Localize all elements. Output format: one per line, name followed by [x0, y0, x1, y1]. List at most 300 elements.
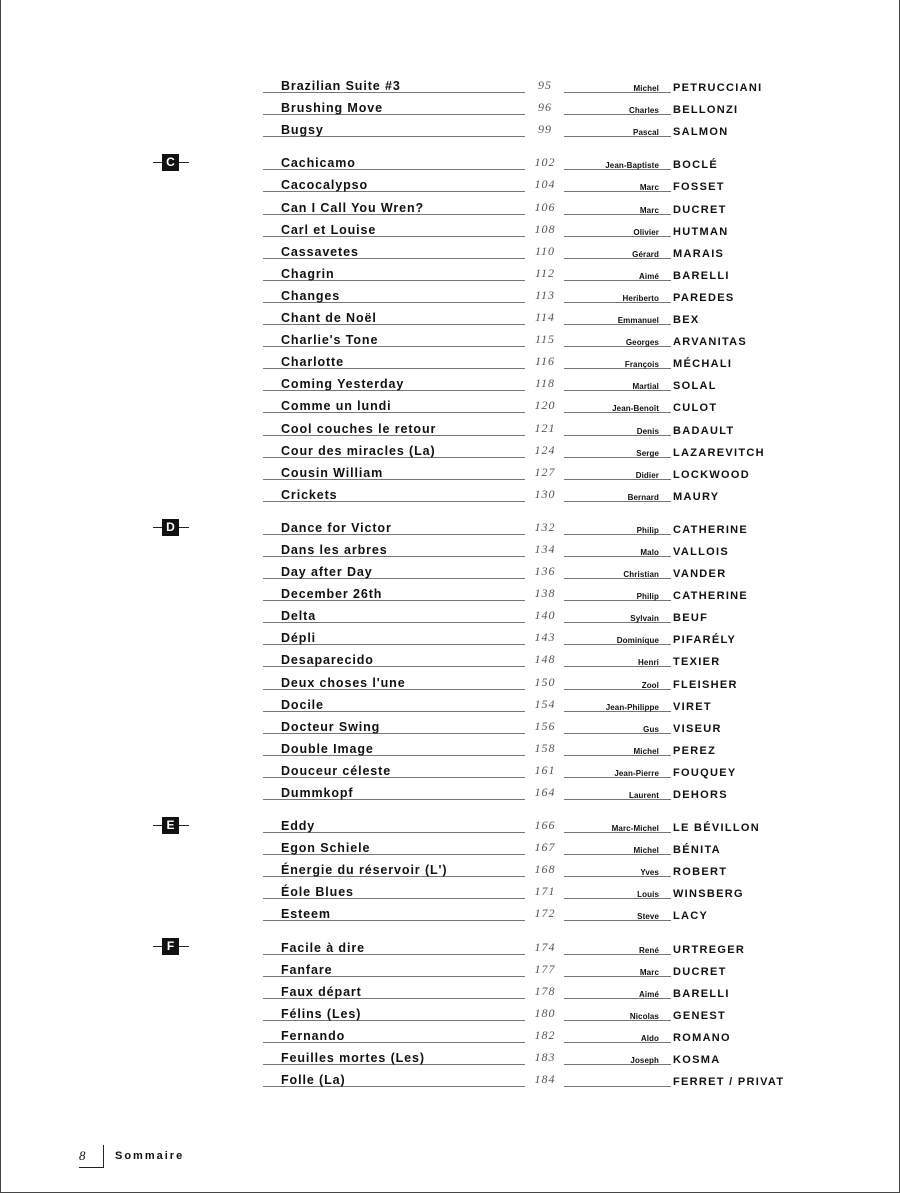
composer-first-name: Michel	[633, 84, 659, 94]
composer-last-name: HUTMAN	[673, 225, 729, 238]
composer-last-name: BELLONZI	[673, 104, 739, 117]
composer-leader	[564, 286, 671, 303]
piece-title: Cousin William	[281, 465, 384, 480]
piece-title: Changes	[281, 288, 341, 303]
composer-last-name: FOUQUEY	[673, 766, 737, 779]
page-number: 168	[534, 862, 556, 877]
composer-last-name: PIFARÉLY	[673, 634, 737, 647]
composer-leader	[564, 352, 671, 369]
composer-last-name: BÉNITA	[673, 844, 721, 857]
piece-title: Cour des miracles (La)	[281, 443, 436, 458]
composer-last-name: CATHERINE	[673, 590, 749, 603]
composer-leader	[564, 838, 671, 855]
composer-first-name: Pascal	[633, 128, 659, 138]
title-leader	[263, 606, 525, 623]
toc-entry	[1, 537, 900, 559]
toc-entry	[1, 758, 900, 780]
composer-leader	[564, 882, 671, 899]
title-leader	[263, 374, 525, 391]
title-leader	[263, 860, 525, 877]
composer-leader	[564, 1070, 671, 1087]
composer-leader	[564, 650, 671, 667]
page-number: 166	[534, 818, 556, 833]
composer-last-name: BOCLÉ	[673, 159, 718, 172]
page-number: 132	[534, 519, 556, 534]
composer-first-name: Bernard	[627, 492, 659, 502]
title-leader	[263, 242, 525, 259]
title-leader	[263, 584, 525, 601]
page-number: 164	[534, 785, 556, 799]
composer-last-name: MAURY	[673, 490, 720, 503]
page-number: 112	[534, 265, 556, 280]
piece-title: Delta	[281, 609, 317, 624]
page-number: 127	[534, 464, 556, 479]
page-number: 115	[534, 332, 556, 347]
composer-leader	[564, 717, 671, 734]
composer-first-name: Charles	[628, 106, 659, 116]
page-number: 96	[538, 100, 552, 115]
section-letter: E	[162, 817, 179, 834]
title-leader	[263, 938, 525, 955]
composer-leader	[564, 584, 671, 601]
piece-title: Facile à dire	[281, 940, 365, 955]
composer-first-name: François	[624, 360, 659, 370]
piece-title: Double Image	[281, 741, 374, 756]
title-leader	[263, 982, 525, 999]
composer-first-name: Nicolas	[629, 1011, 659, 1021]
page-number: 108	[534, 221, 556, 236]
title-leader	[263, 717, 525, 734]
composer-first-name: Zool	[641, 680, 659, 690]
toc-section	[1, 813, 900, 923]
composer-last-name: BARELLI	[673, 987, 730, 1000]
piece-title: Feuilles mortes (Les)	[281, 1051, 425, 1066]
title-leader	[263, 220, 525, 237]
title-leader	[263, 761, 525, 778]
piece-title: Cacocalypso	[281, 178, 369, 193]
composer-last-name: SALMON	[673, 126, 729, 139]
composer-last-name: LAZAREVITCH	[673, 446, 765, 459]
footer-page-number: 8	[79, 1148, 86, 1163]
page-number: 167	[534, 840, 556, 855]
composer-first-name: Aimé	[639, 989, 659, 999]
composer-first-name: Sylvain	[630, 614, 659, 624]
composer-leader	[564, 153, 671, 170]
page-number: 161	[534, 762, 556, 777]
page-number: 106	[534, 199, 556, 214]
page-number: 180	[534, 1005, 556, 1020]
piece-title: Brushing Move	[281, 101, 383, 116]
page-number: 177	[534, 961, 556, 976]
title-leader	[263, 441, 525, 458]
composer-leader	[564, 485, 671, 502]
page-number: 140	[534, 608, 556, 623]
composer-leader	[564, 198, 671, 215]
piece-title: Can I Call You Wren?	[281, 200, 425, 215]
title-leader	[263, 1048, 525, 1065]
title-leader	[263, 816, 525, 833]
piece-title: Faux départ	[281, 984, 362, 999]
page-number: 156	[534, 718, 556, 733]
toc-section	[1, 73, 900, 139]
piece-title: Carl et Louise	[281, 222, 377, 237]
composer-first-name: Christian	[623, 570, 659, 580]
composer-last-name: PAREDES	[673, 291, 735, 304]
composer-first-name: Philip	[636, 592, 659, 602]
composer-leader	[564, 1026, 671, 1043]
composer-leader	[564, 242, 671, 259]
piece-title: Docile	[281, 697, 324, 712]
composer-first-name: Jean-Benoît	[612, 404, 659, 414]
composer-first-name: Laurent	[628, 791, 659, 800]
composer-first-name: Henri	[638, 658, 659, 668]
title-leader	[263, 308, 525, 325]
page-number: 116	[534, 354, 556, 369]
composer-leader	[564, 175, 671, 192]
composer-last-name: URTREGER	[673, 943, 746, 956]
composer-leader	[564, 1004, 671, 1021]
title-leader	[263, 628, 525, 645]
toc-entry	[1, 901, 900, 923]
piece-title: Brazilian Suite #3	[281, 79, 401, 94]
composer-last-name: CULOT	[673, 402, 718, 415]
composer-first-name: Marc	[639, 183, 659, 193]
page-number: 118	[534, 376, 556, 391]
toc-entry	[1, 117, 900, 139]
composer-leader	[564, 330, 671, 347]
toc-entry	[1, 1023, 900, 1045]
toc-entry	[1, 581, 900, 603]
composer-last-name: FOSSET	[673, 181, 725, 194]
composer-first-name: Didier	[635, 470, 659, 480]
composer-first-name: Louis	[637, 890, 659, 900]
piece-title: Fernando	[281, 1028, 346, 1043]
title-leader	[263, 330, 525, 347]
toc-entry	[1, 714, 900, 736]
section-letter: F	[162, 938, 179, 955]
title-leader	[263, 1026, 525, 1043]
composer-first-name: René	[639, 945, 659, 955]
piece-title: Chagrin	[281, 266, 335, 281]
composer-last-name: LACY	[673, 910, 709, 923]
page-number: 154	[534, 696, 556, 711]
piece-title: Dance for Victor	[281, 520, 392, 535]
toc-entry	[1, 305, 900, 327]
footer-section-label: Sommaire	[115, 1150, 185, 1162]
toc-entry	[1, 559, 900, 581]
piece-title: Cassavetes	[281, 244, 359, 259]
composer-last-name: VANDER	[673, 568, 727, 581]
composer-first-name: Marc	[639, 205, 659, 215]
toc-entry	[1, 460, 900, 482]
composer-first-name: Marc	[639, 967, 659, 977]
composer-leader	[564, 220, 671, 237]
toc-entry	[1, 95, 900, 117]
composer-leader	[564, 419, 671, 436]
title-leader	[263, 673, 525, 690]
title-leader	[263, 960, 525, 977]
page-number: 136	[534, 564, 556, 579]
footer-divider	[103, 1145, 104, 1167]
piece-title: Bugsy	[281, 123, 324, 138]
composer-first-name: Michel	[633, 746, 659, 756]
title-leader	[263, 695, 525, 712]
composer-first-name: Yves	[640, 868, 659, 878]
composer-last-name: DEHORS	[673, 789, 728, 801]
page-number: 104	[534, 177, 556, 192]
composer-last-name: MÉCHALI	[673, 358, 733, 371]
title-leader	[263, 98, 525, 115]
title-leader	[263, 396, 525, 413]
toc-entry	[1, 603, 900, 625]
composer-last-name: MARAIS	[673, 247, 725, 260]
piece-title: Dépli	[281, 631, 317, 646]
page-number: 134	[534, 541, 556, 556]
piece-title: Éole Blues	[281, 885, 354, 900]
toc-entry	[1, 438, 900, 460]
footer-underline	[79, 1167, 104, 1168]
toc-entry	[1, 736, 900, 758]
composer-first-name: Dominique	[616, 636, 659, 646]
toc-entry	[1, 1045, 900, 1067]
composer-leader	[564, 396, 671, 413]
piece-title: Douceur céleste	[281, 763, 392, 778]
composer-last-name: FLEISHER	[673, 678, 738, 691]
composer-last-name: BEX	[673, 314, 700, 327]
title-leader	[263, 463, 525, 480]
toc-entry	[1, 857, 900, 879]
title-leader	[263, 198, 525, 215]
composer-leader	[564, 562, 671, 579]
title-leader	[263, 650, 525, 667]
page-number: 120	[534, 398, 556, 413]
piece-title: Charlotte	[281, 355, 344, 370]
toc-section	[1, 150, 900, 504]
toc-section	[1, 515, 900, 802]
piece-title: Coming Yesterday	[281, 377, 405, 392]
page-number: 102	[534, 155, 556, 170]
composer-first-name: Jean-Baptiste	[605, 161, 659, 171]
title-leader	[263, 175, 525, 192]
page-footer	[79, 1145, 219, 1169]
composer-last-name: DUCRET	[673, 203, 727, 216]
composer-leader	[564, 76, 671, 93]
piece-title: Eddy	[281, 819, 316, 834]
piece-title: Folle (La)	[281, 1073, 346, 1088]
toc-entry	[1, 73, 900, 95]
composer-leader	[564, 374, 671, 391]
section-letter: C	[162, 154, 179, 171]
title-leader	[263, 264, 525, 281]
composer-first-name: Gérard	[632, 249, 659, 259]
piece-title: Chant de Noël	[281, 311, 377, 326]
page-number: 174	[534, 939, 556, 954]
toc-entry	[1, 879, 900, 901]
toc-entry	[1, 979, 900, 1001]
title-leader	[263, 838, 525, 855]
page-number: 114	[534, 310, 556, 325]
composer-leader	[564, 938, 671, 955]
composer-last-name: CATHERINE	[673, 523, 749, 536]
piece-title: Charlie's Tone	[281, 333, 379, 348]
toc-entry	[1, 625, 900, 647]
composer-last-name: LOCKWOOD	[673, 468, 751, 481]
composer-leader	[564, 463, 671, 480]
title-leader	[263, 904, 525, 921]
page-number: 130	[534, 486, 556, 501]
composer-first-name: Joseph	[630, 1056, 659, 1066]
toc-entry	[1, 349, 900, 371]
composer-first-name: Gus	[643, 724, 659, 734]
composer-leader	[564, 904, 671, 921]
piece-title: Comme un lundi	[281, 399, 392, 414]
piece-title: Cool couches le retour	[281, 421, 437, 436]
composer-leader	[564, 695, 671, 712]
toc-entry	[1, 415, 900, 437]
title-leader	[263, 540, 525, 557]
piece-title: Dans les arbres	[281, 542, 388, 557]
page-number: 158	[534, 740, 556, 755]
composer-first-name: Jean-Philippe	[605, 702, 659, 712]
piece-title: Egon Schiele	[281, 841, 371, 856]
composer-first-name: Martial	[632, 382, 659, 392]
composer-last-name: BARELLI	[673, 269, 730, 282]
piece-title: Dummkopf	[281, 786, 354, 800]
composer-leader	[564, 308, 671, 325]
toc-entry	[1, 482, 900, 504]
toc-entry	[1, 835, 900, 857]
title-leader	[263, 518, 525, 535]
composer-last-name: BADAULT	[673, 424, 735, 437]
toc-entry	[1, 283, 900, 305]
composer-leader	[564, 960, 671, 977]
title-leader	[263, 485, 525, 502]
page-number: 113	[534, 287, 556, 302]
composer-leader	[564, 761, 671, 778]
composer-first-name: Steve	[637, 912, 659, 922]
composer-leader	[564, 518, 671, 535]
piece-title: Deux choses l'une	[281, 675, 406, 690]
composer-leader	[564, 120, 671, 137]
composer-last-name: SOLAL	[673, 380, 717, 393]
composer-leader	[564, 783, 671, 800]
piece-title: Esteem	[281, 907, 331, 922]
composer-first-name: Aldo	[640, 1033, 659, 1043]
composer-last-name: PETRUCCIANI	[673, 82, 763, 95]
composer-last-name: GENEST	[673, 1009, 727, 1022]
composer-last-name: VIRET	[673, 700, 712, 713]
title-leader	[263, 739, 525, 756]
toc-entry	[1, 371, 900, 393]
composer-leader	[564, 860, 671, 877]
page-number: 110	[534, 243, 556, 258]
composer-leader	[564, 673, 671, 690]
piece-title: Crickets	[281, 487, 338, 502]
composer-first-name: Marc-Michel	[611, 824, 659, 834]
composer-leader	[564, 739, 671, 756]
page-number: 124	[534, 442, 556, 457]
toc-section	[1, 934, 900, 1089]
toc-entry	[1, 194, 900, 216]
title-leader	[263, 1004, 525, 1021]
toc-entry	[1, 1001, 900, 1023]
title-leader	[263, 153, 525, 170]
composer-last-name: BEUF	[673, 612, 709, 625]
composer-first-name: Jean-Pierre	[614, 768, 659, 778]
toc-entry	[1, 957, 900, 979]
toc-entry	[1, 172, 900, 194]
composer-last-name: FERRET / PRIVAT	[673, 1076, 785, 1089]
toc-entry	[1, 393, 900, 415]
composer-first-name: Serge	[636, 448, 659, 458]
piece-title: December 26th	[281, 587, 383, 602]
toc-entry	[1, 239, 900, 261]
toc-entry	[1, 515, 900, 537]
composer-first-name: Philip	[636, 525, 659, 535]
title-leader	[263, 352, 525, 369]
toc-entry	[1, 780, 900, 802]
composer-first-name: Olivier	[633, 227, 659, 237]
composer-first-name: Michel	[633, 846, 659, 856]
page-number: 148	[534, 652, 556, 667]
page-number: 171	[534, 884, 556, 899]
composer-last-name: TEXIER	[673, 656, 721, 669]
page-number: 138	[534, 586, 556, 601]
composer-last-name: LE BÉVILLON	[673, 822, 761, 835]
composer-leader	[564, 540, 671, 557]
toc-entry	[1, 692, 900, 714]
composer-last-name: ROBERT	[673, 866, 728, 879]
title-leader	[263, 419, 525, 436]
composer-first-name: Emmanuel	[617, 316, 659, 326]
piece-title: Fanfare	[281, 962, 333, 977]
toc-entry	[1, 647, 900, 669]
composer-first-name: Georges	[625, 338, 659, 348]
toc-entry	[1, 150, 900, 172]
piece-title: Desaparecido	[281, 653, 374, 668]
page-number: 99	[538, 122, 552, 137]
composer-leader	[564, 982, 671, 999]
composer-leader	[564, 441, 671, 458]
composer-first-name: Denis	[636, 426, 659, 436]
section-letter: D	[162, 519, 179, 536]
title-leader	[263, 286, 525, 303]
page-number: 172	[534, 906, 556, 921]
composer-last-name: KOSMA	[673, 1054, 721, 1067]
composer-leader	[564, 264, 671, 281]
title-leader	[263, 562, 525, 579]
piece-title: Day after Day	[281, 565, 373, 580]
composer-last-name: ROMANO	[673, 1031, 731, 1044]
composer-last-name: WINSBERG	[673, 888, 744, 901]
piece-title: Docteur Swing	[281, 719, 381, 734]
composer-leader	[564, 98, 671, 115]
title-leader	[263, 882, 525, 899]
composer-leader	[564, 816, 671, 833]
composer-first-name: Heriberto	[622, 293, 659, 303]
composer-last-name: DUCRET	[673, 965, 727, 978]
composer-leader	[564, 1048, 671, 1065]
toc-entry	[1, 1067, 900, 1089]
composer-last-name: VISEUR	[673, 722, 722, 735]
piece-title: Cachicamo	[281, 156, 356, 171]
page-number: 95	[538, 78, 552, 93]
composer-last-name: PEREZ	[673, 744, 717, 757]
title-leader	[263, 783, 525, 800]
page-number: 143	[534, 630, 556, 645]
page-number: 178	[534, 983, 556, 998]
toc-entry	[1, 327, 900, 349]
